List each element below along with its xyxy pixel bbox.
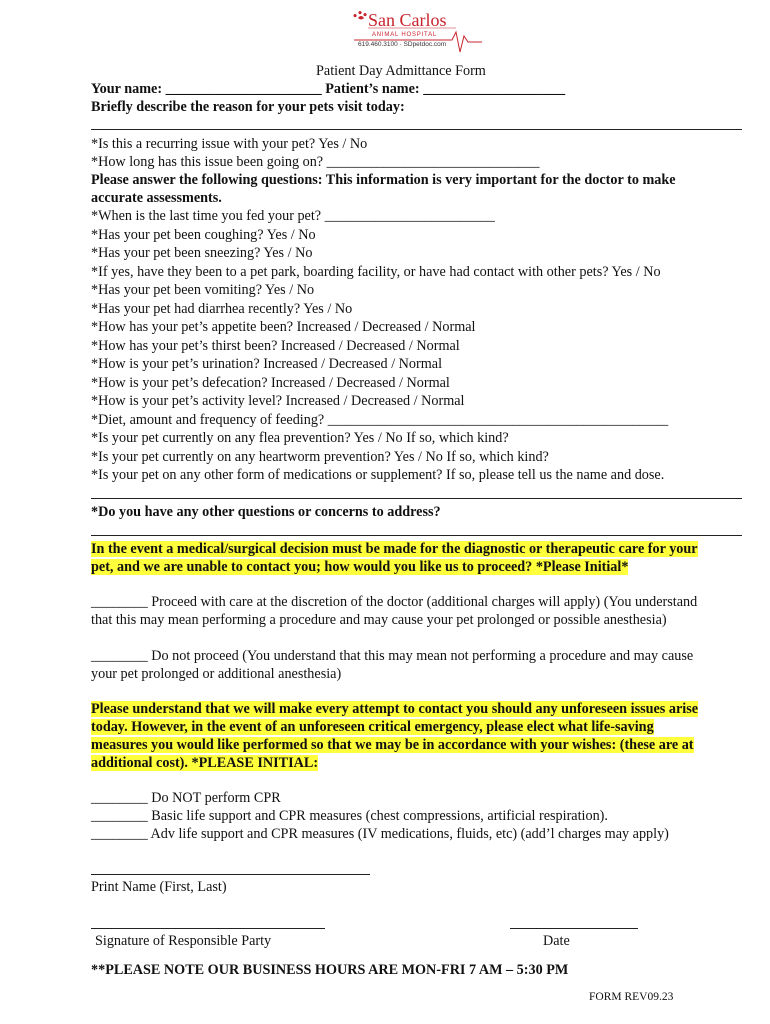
print-name-line[interactable] — [91, 874, 370, 875]
option-proceed-line2: that this may mean performing a procedure and may cause your pet prolonged or possible anesthesia) — [91, 612, 667, 628]
q-fed: *When is the last time you fed your pet? ________________________ — [91, 208, 495, 224]
decision-line1: In the event a medical/surgical decision must be made for the diagnostic or therapeutic care for your — [91, 541, 698, 557]
logo-subtitle: ANIMAL HOSPITAL — [372, 32, 438, 38]
option-basic-cpr[interactable]: ________ Basic life support and CPR measures (chest compressions, artificial respiration). — [91, 808, 608, 824]
q-activity: *How is your pet’s activity level? Increased / Decreased / Normal — [91, 393, 465, 409]
emergency-line4: additional cost). *PLEASE INITIAL: — [91, 755, 319, 771]
form-revision: FORM REV09.23 — [589, 991, 674, 1003]
option-no-cpr[interactable]: ________ Do NOT perform CPR — [91, 790, 281, 806]
q-vomiting: *Has your pet been vomiting? Yes / No — [91, 282, 315, 298]
q-coughing: *Has your pet been coughing? Yes / No — [91, 227, 316, 243]
print-name-label: Print Name (First, Last) — [91, 879, 227, 895]
signature-label: Signature of Responsible Party — [95, 933, 272, 949]
signature-line[interactable] — [91, 928, 325, 929]
emergency-line2: today. However, in the event of an unforeseen critical emergency, please elect what life-saving — [91, 719, 654, 735]
emergency-line3: measures you would like performed so that we may be in accordance with your wishes: (these are at — [91, 737, 694, 753]
option-no-proceed-line2: your pet prolonged or additional anesthesia) — [91, 666, 342, 682]
reason-prompt: Briefly describe the reason for your pets visit today: — [91, 99, 405, 115]
q-other-concerns: *Do you have any other questions or concerns to address? — [91, 504, 441, 520]
instructions-line2: accurate assessments. — [91, 190, 222, 206]
option-adv-cpr[interactable]: ________ Adv life support and CPR measures (IV medications, fluids, etc) (add’l charges may apply) — [91, 826, 669, 842]
medications-line[interactable] — [91, 498, 742, 499]
instructions-line1: Please answer the following questions: This information is very important for the doctor to make — [91, 172, 676, 188]
q-thirst: *How has your pet’s thirst been? Increased / Decreased / Normal — [91, 338, 460, 354]
q-medications: *Is your pet on any other form of medications or supplement? If so, please tell us the name and dose. — [91, 467, 665, 483]
q-diarrhea: *Has your pet had diarrhea recently? Yes / No — [91, 301, 353, 317]
option-no-proceed-line1[interactable]: ________ Do not proceed (You understand that this may mean not performing a procedure and may cause — [91, 648, 694, 664]
logo-name: San Carlos — [368, 10, 447, 30]
form-title: Patient Day Admittance Form — [316, 63, 486, 79]
business-hours-note: **PLEASE NOTE OUR BUSINESS HOURS ARE MON-FRI 7 AM – 5:30 PM — [91, 962, 569, 978]
q-appetite: *How has your pet’s appetite been? Increased / Decreased / Normal — [91, 319, 476, 335]
option-proceed-line1[interactable]: ________ Proceed with care at the discretion of the doctor (additional charges will apply) (You understand — [91, 594, 698, 610]
name-fields[interactable]: Your name: ______________________ Patient’s name: ____________________ — [91, 81, 566, 97]
q-recurring: *Is this a recurring issue with your pet? Yes / No — [91, 136, 368, 152]
date-line[interactable] — [510, 928, 638, 929]
q-how-long: *How long has this issue been going on? ______________________________ — [91, 154, 540, 170]
reason-line[interactable] — [91, 129, 742, 130]
q-contact: *If yes, have they been to a pet park, boarding facility, or have had contact with other pets? Yes / No — [91, 264, 661, 280]
q-heartworm: *Is your pet currently on any heartworm prevention? Yes / No If so, which kind? — [91, 449, 549, 465]
logo-contact: 619.460.3100 · SDpetdoc.com — [358, 41, 447, 48]
decision-line2: pet, and we are unable to contact you; how would you like us to proceed? *Please Initial* — [91, 559, 629, 575]
q-urination: *How is your pet’s urination? Increased / Decreased / Normal — [91, 356, 443, 372]
q-defecation: *How is your pet’s defecation? Increased / Decreased / Normal — [91, 375, 450, 391]
q-sneezing: *Has your pet been sneezing? Yes / No — [91, 245, 313, 261]
date-label: Date — [543, 933, 570, 949]
hospital-logo — [352, 8, 484, 60]
emergency-line1: Please understand that we will make every attempt to contact you should any unforeseen issues arise — [91, 701, 699, 717]
concerns-line[interactable] — [91, 535, 742, 536]
paw-icon — [353, 11, 366, 20]
q-diet: *Diet, amount and frequency of feeding? ________________________________________________ — [91, 412, 669, 428]
q-flea: *Is your pet currently on any flea prevention? Yes / No If so, which kind? — [91, 430, 509, 446]
